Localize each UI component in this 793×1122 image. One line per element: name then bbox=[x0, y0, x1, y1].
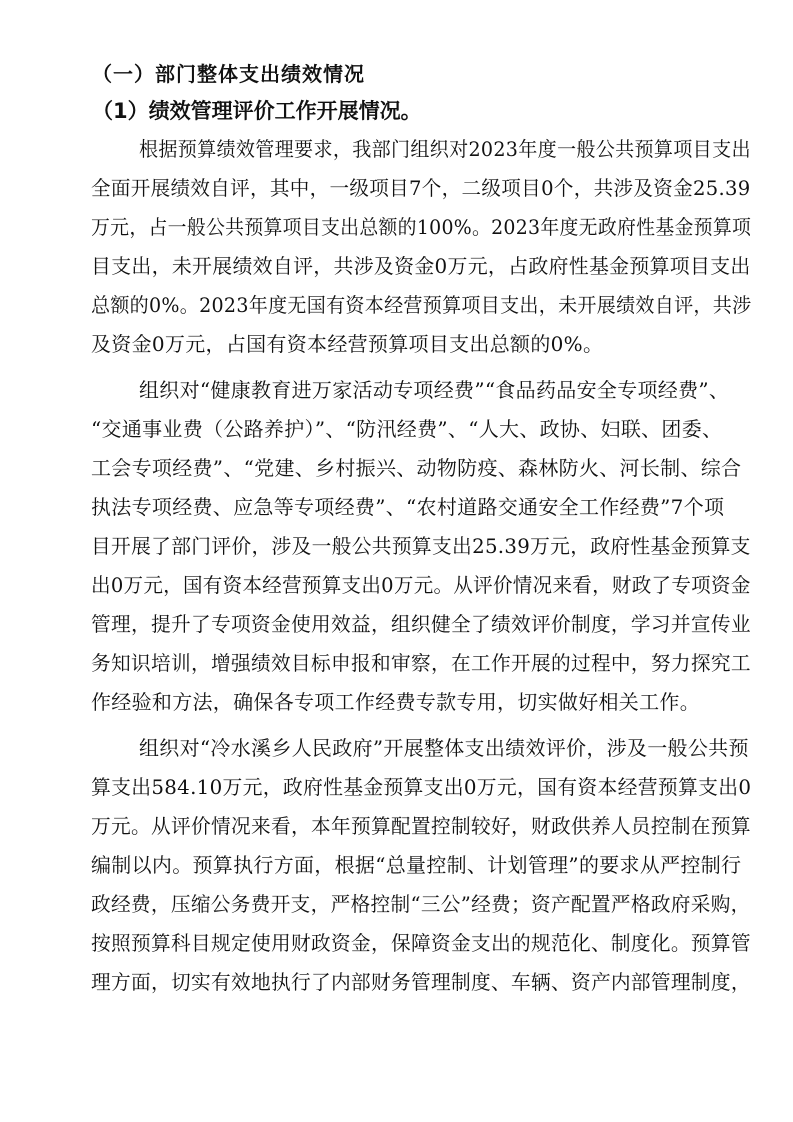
paragraph-line: 组织对“冷水溪乡人民政府”开展整体支出绩效评价，涉及一般公共预 bbox=[139, 736, 749, 760]
paragraph-line: 根据预算绩效管理要求，我部门组织对2023年度一般公共预算项目支出 bbox=[139, 137, 751, 161]
paragraph-line: 总额的0%。2023年度无国有资本经营预算项目支出，未开展绩效自评，共涉 bbox=[91, 293, 752, 317]
paragraph-line: 目支出，未开展绩效自评，共涉及资金0万元，占政府性基金预算项目支出 bbox=[91, 254, 751, 278]
paragraph-line: 编制以内。预算执行方面，根据“总量控制、计划管理”的要求从严控制行 bbox=[91, 853, 742, 877]
paragraph-line: 组织对“健康教育进万家活动专项经费”“食品药品安全专项经费”、 bbox=[139, 378, 730, 402]
paragraph-line: 政经费，压缩公务费开支，严格控制“三公”经费；资产配置严格政府采购， bbox=[91, 892, 751, 916]
subsection-heading: （1）绩效管理评价工作开展情况。 bbox=[92, 99, 422, 123]
paragraph-line: 作经验和方法，确保各专项工作经费专款专用，切实做好相关工作。 bbox=[91, 690, 700, 714]
paragraph-line: 出0万元，国有资本经营预算支出0万元。从评价情况来看，财政了专项资金 bbox=[91, 573, 751, 597]
section-heading: （一）部门整体支出绩效情况 bbox=[92, 62, 365, 86]
paragraph-line: 理方面，切实有效地执行了内部财务管理制度、车辆、资产内部管理制度， bbox=[91, 970, 751, 994]
paragraph-line: “交通事业费（公路养护）”、“防汛经费”、“人大、政协、妇联、团委、 bbox=[91, 417, 723, 441]
paragraph-line: 全面开展绩效自评，其中，一级项目7个，二级项目0个，共涉及资金25.39 bbox=[91, 176, 751, 200]
paragraph-line: 万元。从评价情况来看，本年预算配置控制较好，财政供养人员控制在预算 bbox=[91, 814, 751, 838]
paragraph-line: 执法专项经费、应急等专项经费”、“农村道路交通安全工作经费”7个项 bbox=[91, 495, 725, 519]
paragraph-line: 务知识培训，增强绩效目标申报和审察，在工作开展的过程中，努力探究工 bbox=[91, 651, 751, 675]
paragraph-line: 万元，占一般公共预算项目支出总额的100%。2023年度无政府性基金预算项 bbox=[91, 215, 752, 239]
paragraph-line: 目开展了部门评价，涉及一般公共预算支出25.39万元，政府性基金预算支 bbox=[91, 534, 751, 558]
paragraph-line: 及资金0万元，占国有资本经营预算项目支出总额的0%。 bbox=[91, 332, 604, 356]
paragraph-line: 管理，提升了专项资金使用效益，组织健全了绩效评价制度，学习并宣传业 bbox=[91, 612, 751, 636]
paragraph-line: 按照预算科目规定使用财政资金，保障资金支出的规范化、制度化。预算管 bbox=[91, 931, 751, 955]
paragraph-line: 算支出584.10万元，政府性基金预算支出0万元，国有资本经营预算支出0 bbox=[91, 775, 752, 799]
paragraph-line: 工会专项经费”、“党建、乡村振兴、动物防疫、森林防火、河长制、综合 bbox=[91, 456, 742, 480]
